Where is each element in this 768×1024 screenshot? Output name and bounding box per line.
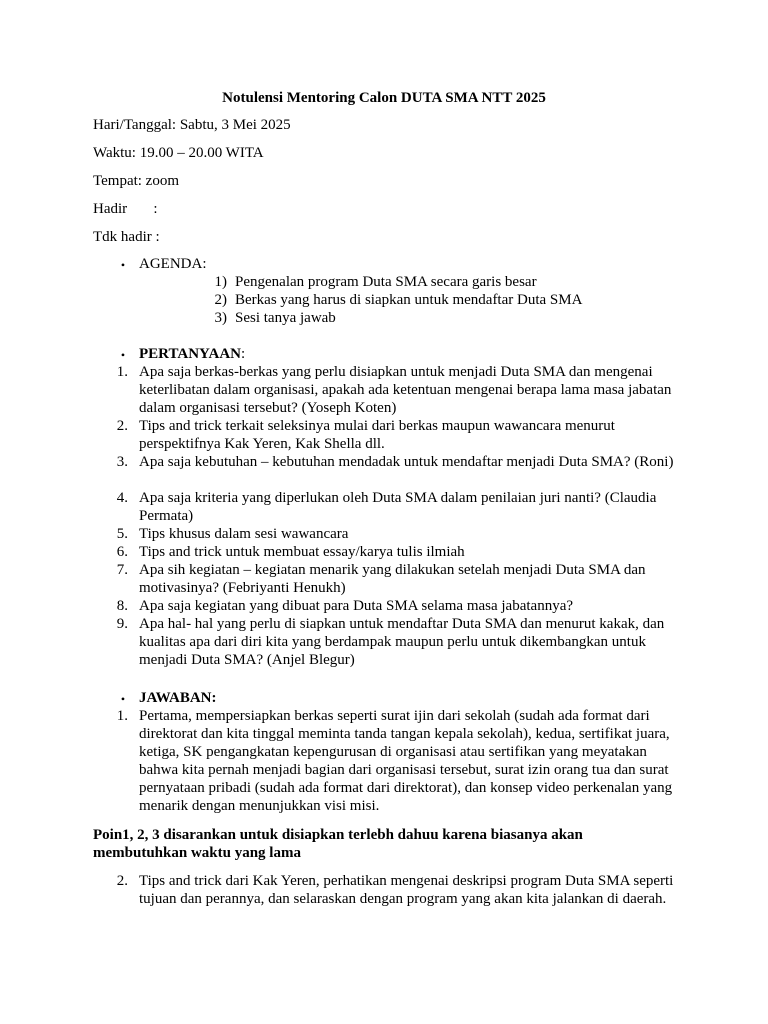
question-item: Apa sih kegiatan – kegiatan menarik yang dilakukan setelah menjadi Duta SMA dan motivasinya? (Febriyanti Henukh) — [139, 562, 646, 596]
pertanyaan-colon: : — [240, 346, 246, 362]
question-number: 2. — [116, 418, 128, 434]
tempat: Tempat: zoom — [93, 173, 180, 189]
agenda-item: Pengenalan program Duta SMA secara garis besar — [235, 274, 537, 290]
agenda-item-number: 2) — [214, 292, 227, 308]
question-item: Tips and trick terkait seleksinya mulai dari berkas maupun wawancara menurut perspektifnya Kak Yeren, Kak Shella dll. — [139, 418, 615, 452]
question-item: Apa saja kegiatan yang dibuat para Duta SMA selama masa jabatannya? — [139, 598, 574, 614]
jawaban-heading: JAWABAN: — [139, 690, 217, 706]
waktu: Waktu: 19.00 – 20.00 WITA — [93, 145, 264, 161]
hari-tanggal: Hari/Tanggal: Sabtu, 3 Mei 2025 — [93, 117, 291, 133]
question-number: 6. — [116, 544, 128, 560]
agenda-item: Sesi tanya jawab — [235, 310, 336, 326]
answer-note: Poin1, 2, 3 disarankan untuk disiapkan terlebh dahuu karena biasanya akan membutuhkan waktu yang lama — [93, 827, 583, 861]
answer-number: 1. — [116, 708, 128, 724]
pertanyaan-heading — [139, 345, 679, 363]
answer-item: Pertama, mempersiapkan berkas seperti surat ijin dari sekolah (sudah ada format dari direktorat dan kita tinggal meminta tanda tangan kepala sekolah), kedua, sertifikat juara, ketiga, SK pengangkatan kepengurusan di organisasi atau sertifikan yang meyatakan bahwa kita pernah menjadi bagian dari organisasi tersebut, surat izin orang tua dan surat pernyataan pribadi (sudah ada format dari direktorat), dan konsep video perkenalan yang menarik dengan menunjukkan visi misi. — [139, 708, 673, 814]
hadir: Hadir : — [93, 201, 158, 217]
agenda-item-number: 3) — [214, 310, 227, 326]
question-number: 7. — [116, 562, 128, 578]
document-title: Notulensi Mentoring Calon DUTA SMA NTT 2025 — [222, 90, 546, 106]
question-item: Apa saja berkas-berkas yang perlu disiapkan untuk menjadi Duta SMA dan mengenai keterlibatan dalam organisasi, apakah ada ketentuan mengenai berapa lama masa jabatan dalam organisasi tersebut? (Yoseph Koten) — [139, 364, 672, 416]
question-number: 1. — [116, 364, 128, 380]
answer-item: Tips and trick dari Kak Yeren, perhatikan mengenai deskripsi program Duta SMA seperti tujuan dan perannya, dan selaraskan dengan program yang akan kita jalankan di daerah. — [139, 873, 674, 907]
question-item: Apa saja kriteria yang diperlukan oleh Duta SMA dalam penilaian juri nanti? (Claudia Permata) — [139, 490, 657, 524]
agenda-item-number: 1) — [214, 274, 227, 290]
tdk-hadir: Tdk hadir : — [93, 229, 160, 245]
question-item: Tips and trick untuk membuat essay/karya tulis ilmiah — [139, 544, 465, 560]
question-item: Tips khusus dalam sesi wawancara — [139, 526, 349, 542]
agenda-bullet: • — [120, 258, 126, 272]
question-number: 5. — [116, 526, 128, 542]
answer-number: 2. — [116, 873, 128, 889]
agenda-item: Berkas yang harus di siapkan untuk mendaftar Duta SMA — [235, 292, 583, 308]
question-number: 4. — [116, 490, 128, 506]
question-number: 8. — [116, 598, 128, 614]
question-item: Apa saja kebutuhan – kebutuhan mendadak untuk mendaftar menjadi Duta SMA? (Roni) — [139, 454, 674, 470]
question-number: 9. — [116, 616, 128, 632]
question-number: 3. — [116, 454, 128, 470]
jawaban-bullet: • — [120, 692, 126, 706]
pertanyaan-bullet: • — [120, 348, 126, 362]
agenda-heading: AGENDA: — [139, 256, 207, 272]
question-item: Apa hal- hal yang perlu di siapkan untuk mendaftar Duta SMA dan menurut kakak, dan kualitas apa dari diri kita yang berdampak maupun perlu untuk dikembangkan untuk menjadi Duta SMA? (Anjel Blegur) — [139, 616, 665, 668]
pertanyaan-label: PERTANYAAN — [139, 346, 241, 362]
